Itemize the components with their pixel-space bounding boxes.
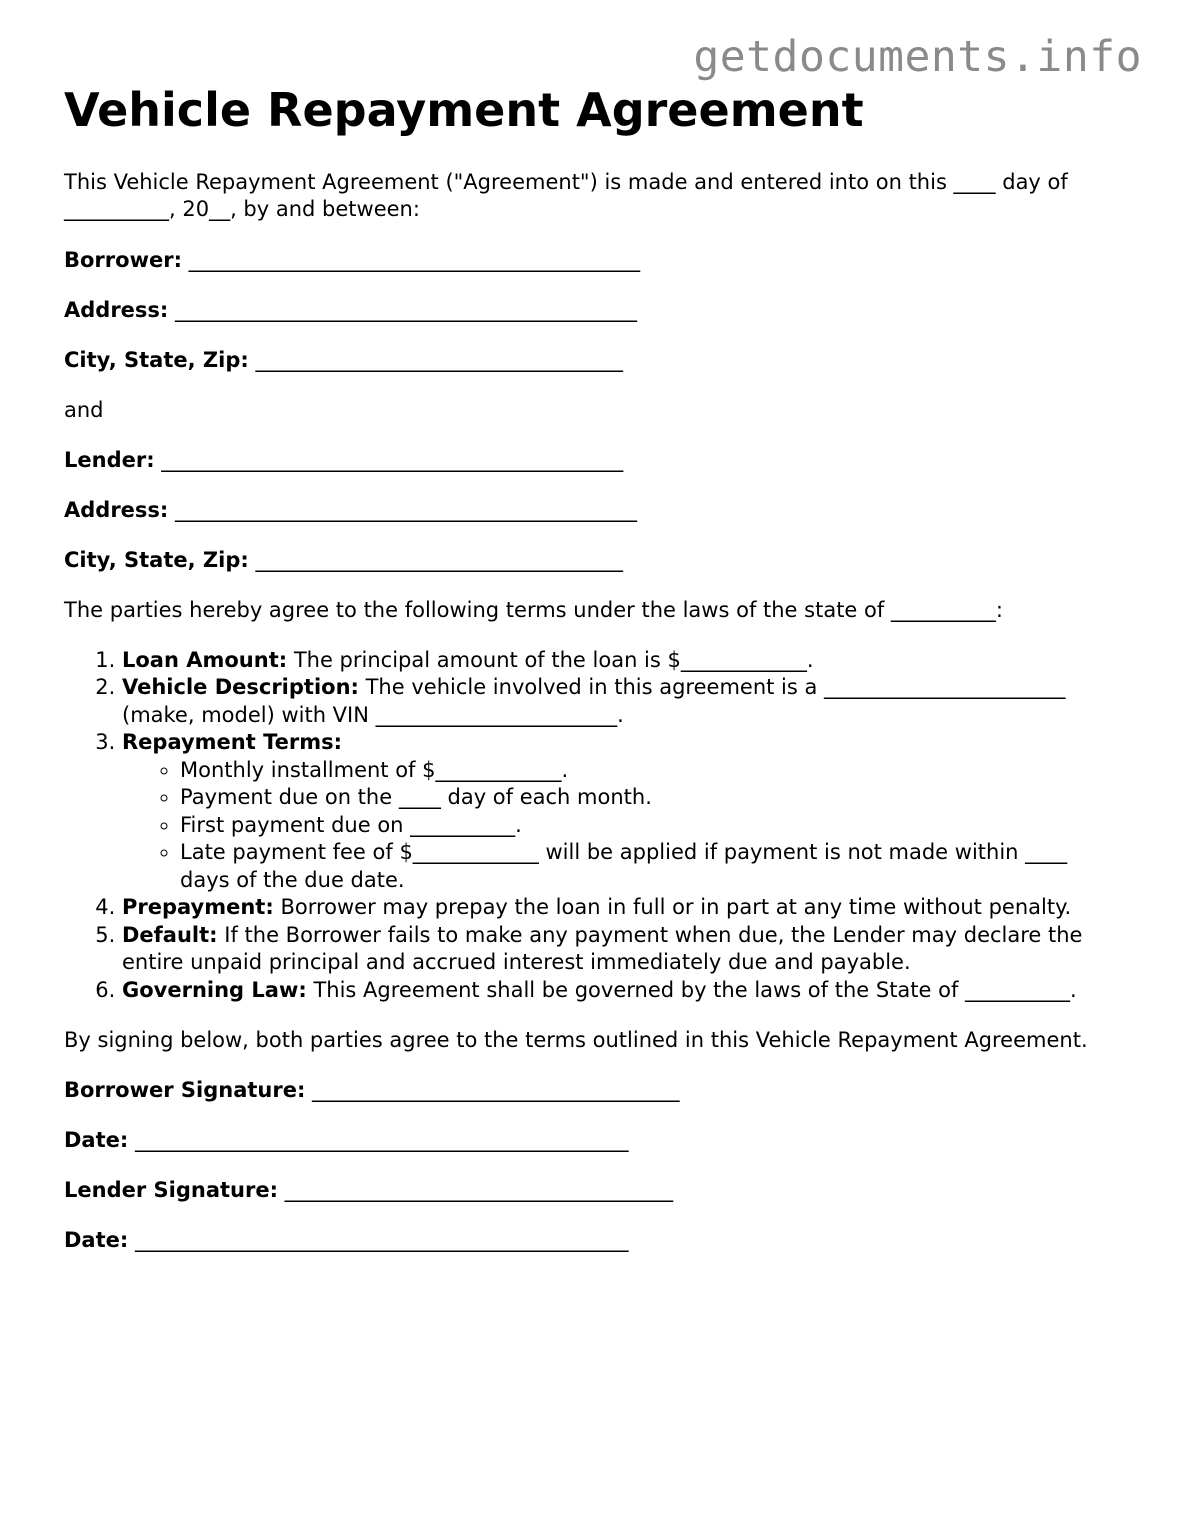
lender-name-line[interactable]: ____________________________________________ (161, 447, 624, 472)
lender-address-field[interactable] (64, 497, 1114, 524)
lender-date-field[interactable] (64, 1227, 1114, 1254)
repayment-item: ◦ Late payment fee of $____________ will be applied if payment is not made within ____ days of the due date. (180, 839, 1114, 894)
term-text: Borrower may prepay the loan in full or in part at any time without penalty. (280, 895, 1072, 920)
repayment-item: ◦ First payment due on __________. (180, 812, 1114, 840)
term-item (122, 922, 1114, 977)
term-text: The vehicle involved in this agreement is a _______________________ (make, model) with VIN _______________________. (122, 675, 1066, 727)
term-item (122, 647, 1114, 675)
terms-list (64, 647, 1114, 1005)
repayment-item: ◦ Monthly installment of $____________. (180, 757, 1114, 785)
lender-address-label: Address: (64, 497, 169, 522)
term-text: The principal amount of the loan is $____________. (293, 647, 814, 672)
borrower-address-label: Address: (64, 297, 169, 322)
term-item (122, 977, 1114, 1005)
lender-city-label: City, State, Zip: (64, 547, 249, 572)
term-label: Repayment Terms: (122, 730, 342, 755)
borrower-signature-label: Borrower Signature: (64, 1078, 306, 1103)
intro-paragraph: This Vehicle Repayment Agreement ("Agreement") is made and entered into on this ____ day of __________, 20__, by and between: (64, 169, 1068, 221)
lender-name-label: Lender: (64, 447, 155, 472)
terms-intro: The parties hereby agree to the following terms under the laws of the state of __________: (64, 597, 1004, 622)
term-text: If the Borrower fails to make any payment when due, the Lender may declare the entire unpaid principal and accrued interest immediately due and payable. (122, 922, 1083, 975)
repayment-terms-list (122, 757, 1114, 895)
borrower-city-line[interactable]: ___________________________________ (255, 347, 623, 372)
lender-city-field[interactable] (64, 547, 1114, 574)
borrower-date-label: Date: (64, 1128, 129, 1153)
term-label: Loan Amount: (122, 647, 288, 672)
borrower-city-label: City, State, Zip: (64, 347, 249, 372)
term-item (122, 674, 1114, 729)
page-title: Vehicle Repayment Agreement (64, 83, 864, 137)
borrower-name-line[interactable]: ___________________________________________ (188, 247, 641, 272)
borrower-address-line[interactable]: ____________________________________________ (175, 297, 638, 322)
closing-paragraph: By signing below, both parties agree to the terms outlined in this Vehicle Repayment Agreement. (64, 1028, 1088, 1053)
term-item (122, 729, 1114, 894)
borrower-date-field[interactable] (64, 1127, 1114, 1154)
lender-date-label: Date: (64, 1228, 129, 1253)
borrower-signature-field[interactable] (64, 1077, 1114, 1104)
lender-date-line[interactable]: _______________________________________________ (134, 1228, 629, 1253)
watermark: getdocuments.info (693, 32, 1142, 82)
document-page (64, 84, 1114, 1254)
term-label: Default: (122, 922, 218, 947)
term-label: Governing Law: (122, 977, 307, 1002)
and-text: and (64, 397, 104, 422)
lender-signature-line[interactable]: _____________________________________ (284, 1178, 674, 1203)
repayment-item: ◦ Payment due on the ____ day of each month. (180, 784, 1114, 812)
term-label: Prepayment: (122, 895, 274, 920)
borrower-address-field[interactable] (64, 297, 1114, 324)
borrower-name-field[interactable] (64, 247, 1114, 274)
lender-address-line[interactable]: ____________________________________________ (175, 497, 638, 522)
term-item (122, 894, 1114, 922)
term-label: Vehicle Description: (122, 675, 359, 700)
lender-signature-field[interactable] (64, 1177, 1114, 1204)
lender-city-line[interactable]: ___________________________________ (255, 547, 623, 572)
lender-signature-label: Lender Signature: (64, 1178, 278, 1203)
term-text: This Agreement shall be governed by the laws of the State of __________. (313, 977, 1077, 1002)
borrower-signature-line[interactable]: ___________________________________ (312, 1078, 680, 1103)
lender-name-field[interactable] (64, 447, 1114, 474)
borrower-date-line[interactable]: _______________________________________________ (134, 1128, 629, 1153)
borrower-name-label: Borrower: (64, 247, 182, 272)
borrower-city-field[interactable] (64, 347, 1114, 374)
